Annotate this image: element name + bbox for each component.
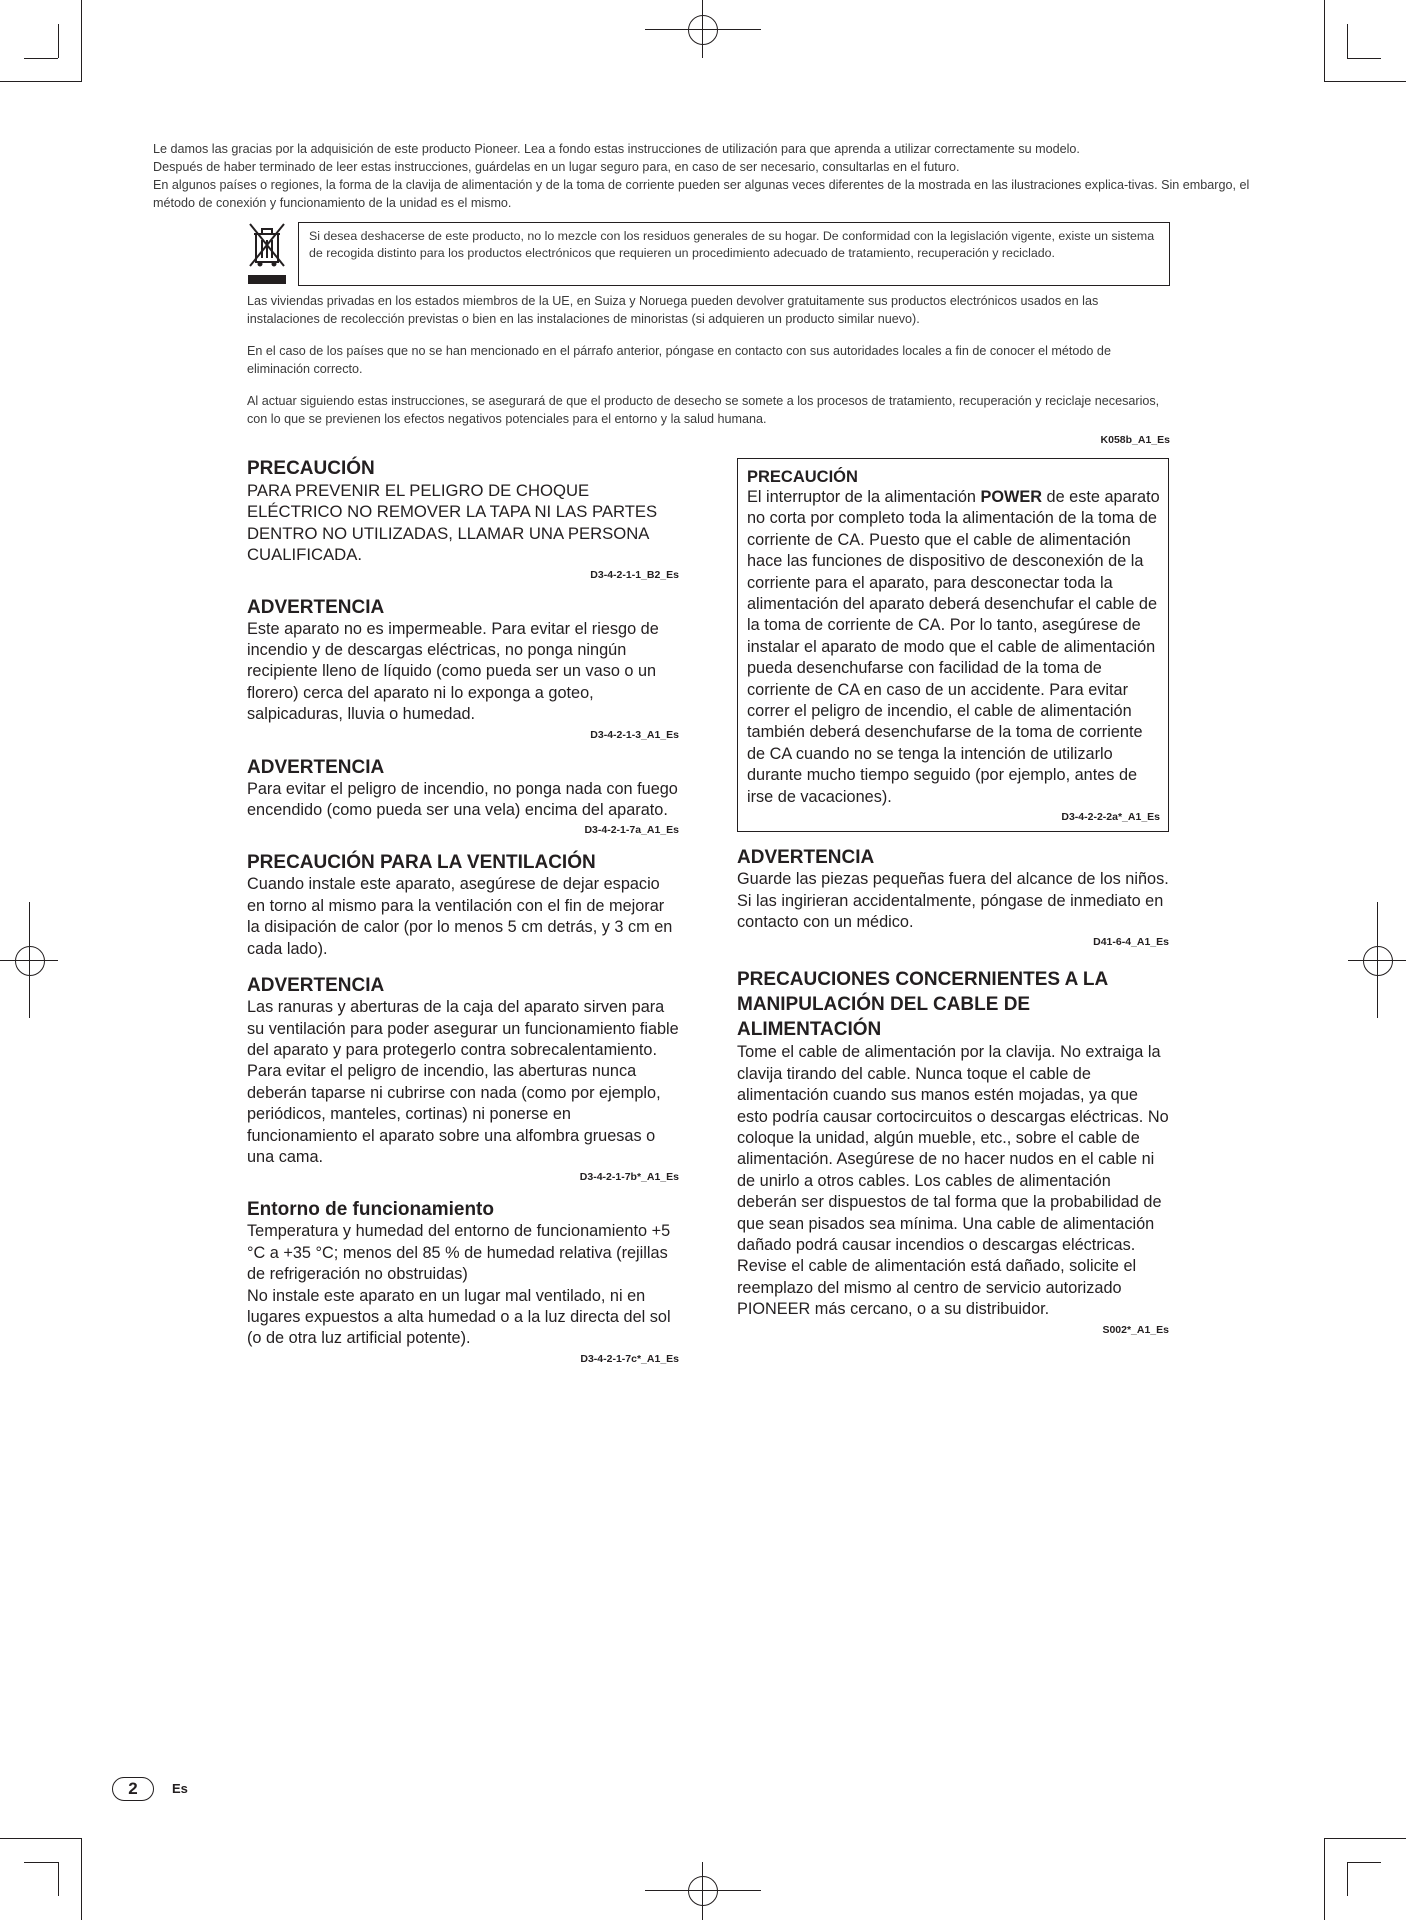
text-segment: El interruptor de la alimentación — [747, 488, 981, 506]
right-column — [737, 458, 1169, 1352]
section-title: ADVERTENCIA — [247, 596, 385, 618]
section-title: PRECAUCIONES CONCERNIENTES A LA MANIPULACIÓN DEL CABLE DE ALIMENTACIÓN — [737, 969, 1108, 1041]
left-column — [247, 458, 679, 1381]
section-text: Guarde las piezas pequeñas fuera del alcance de los niños. Si las ingirieran accidentalmente, póngase de inmediato en contacto con un médico. — [737, 870, 1169, 931]
section-text — [747, 487, 1160, 808]
intro-paragraph: Le damos las gracias por la adquisición de este producto Pioneer. Lea a fondo estas instrucciones de utilización para que aprenda a utilizar correctamente su modelo. — [153, 142, 1080, 156]
section-warning-openings — [247, 975, 679, 1184]
section-paragraph: Temperatura y humedad del entorno de funcionamiento +5 °C a +35 °C; menos del 85 % de humedad relativa (rejillas de refrigeración no obstruidas) — [247, 1222, 671, 1284]
disposal-paragraph: En el caso de los países que no se han mencionado en el párrafo anterior, póngase en contacto con sus autoridades locales a fin de conocer el método de eliminación correcto. — [247, 344, 1111, 376]
disposal-paragraph: Al actuar siguiendo estas instrucciones, se asegurará de que el producto de desecho se somete a los procesos de tratamiento, recuperación y reciclaje necesarios, con lo que se previenen los efectos negativos potenciales para el entorno y la salud humana. — [247, 394, 1160, 426]
section-power-cable — [737, 967, 1169, 1336]
disposal-notice-box: Si desea deshacerse de este producto, no lo mezcle con los residuos generales de su hogar. De conformidad con la legislación vigente, existe un sistema de recogida distinto para los productos electrónicos que requieren un procedimiento adecuado de tratamiento, recuperación y reciclado. — [298, 222, 1170, 286]
section-title: ADVERTENCIA — [737, 847, 875, 869]
page-number: 2 — [112, 1777, 154, 1801]
section-title: PRECAUCIÓN PARA LA VENTILACIÓN — [247, 852, 596, 874]
section-title: PRECAUCIÓN — [247, 458, 375, 479]
intro-paragraph: Después de haber terminado de leer estas instrucciones, guárdelas en un lugar seguro para, en caso de ser necesario, consultarlas en el futuro. — [153, 160, 960, 174]
section-operating-environment — [247, 1199, 679, 1365]
doc-code: D3-4-2-1-7c*_A1_Es — [580, 1352, 679, 1365]
section-paragraph: No instale este aparato en un lugar mal ventilado, ni en lugares expuestos a alta humedad o a la luz directa del sol (o de otra luz artificial potente). — [247, 1286, 671, 1348]
section-warning-fire — [247, 757, 679, 838]
doc-code: K058b_A1_Es — [1100, 434, 1170, 446]
language-code: Es — [172, 1781, 188, 1796]
section-text: PARA PREVENIR EL PELIGRO DE CHOQUE ELÉCTRICO NO REMOVER LA TAPA NI LAS PARTES DENTRO NO UTILIZADAS, LLAMAR UNA PERSONA CUALIFICADA. — [247, 481, 658, 565]
text-segment: de este aparato no corta por completo toda la alimentación de la toma de corriente de CA. Puesto que el cable de alimentación hace las funciones de dispositivo de desconexión de la corriente para el aparato, para desconectar toda la alimentación del aparato deberá desenchufar el cable de la toma de corriente de CA. Por lo tanto, asegúrese de instalar el aparato de modo que el cable de alimentación pueda desenchufarse con facilidad de la toma de corriente de CA en caso de un accidente. Para evitar correr el peligro de incendio, el cable de alimentación también deberá desenchufarse de la toma de corriente de CA cuando no se tenga la intención de utilizarlo durante mucho tiempo seguido (por ejemplo, antes de irse de vacaciones). — [747, 488, 1160, 806]
section-caution-shock — [247, 458, 679, 582]
section-title: PRECAUCIÓN — [747, 468, 858, 486]
section-caution-power-box — [737, 458, 1169, 832]
disposal-info — [247, 293, 1170, 443]
section-text: Para evitar el peligro de incendio, no ponga nada con fuego encendido (como pueda ser una vela) encima del aparato. — [247, 779, 678, 820]
doc-code: D3-4-2-1-3_A1_Es — [590, 728, 679, 741]
section-title: ADVERTENCIA — [247, 756, 385, 778]
section-title: ADVERTENCIA — [247, 975, 385, 997]
crossed-bin-icon — [246, 222, 288, 286]
doc-code: D3-4-2-1-7b*_A1_Es — [579, 1171, 679, 1184]
section-title: Entorno de funcionamiento — [247, 1199, 494, 1221]
doc-code: D3-4-2-1-7a_A1_Es — [584, 824, 679, 837]
section-warning-water — [247, 597, 679, 742]
disposal-paragraph: Las viviendas privadas en los estados miembros de la UE, en Suiza y Noruega pueden devolver gratuitamente sus productos electrónicos usados en las instalaciones de recolección previstas o bien en las instalaciones de minoristas (si adquieren un producto similar nuevo). — [247, 294, 1099, 326]
section-text: Tome el cable de alimentación por la clavija. No extraiga la clavija tirando del cable. Nunca toque el cable de alimentación cuando sus manos estén mojadas, ya que esto podría causar cortocircuitos o descargas eléctricas. No coloque la unidad, algún mueble, etc., sobre el cable de alimentación. Asegúrese de no hacer nudos en el cable ni de unirlo a otros cables. Los cables de alimentación deberán ser dispuestos de tal forma que la probabilidad de que sean pisados sea mínima. Una cable de alimentación dañado podrá causar incendios o descargas eléctricas. Revise el cable de alimentación está dañado, solicite el reemplazo del mismo al centro de servicio autorizado PIONEER más cercano, o a su distribuidor. — [737, 1043, 1169, 1319]
section-text — [247, 1221, 679, 1349]
doc-code: D3-4-2-2-2a*_A1_Es — [1061, 811, 1160, 824]
section-text: Las ranuras y aberturas de la caja del aparato sirven para su ventilación para poder asegurar un funcionamiento fiable del aparato y para protegerlo contra sobrecalentamiento. Para evitar el peligro de incendio, las aberturas nunca deberán taparse ni cubrirse con nada (como por ejemplo, periódicos, manteles, cortinas) ni ponerse en funcionamiento el aparato sobre una alfombra gruesas o una cama. — [247, 998, 679, 1166]
section-ventilation — [247, 852, 679, 960]
section-text: Este aparato no es impermeable. Para evitar el riesgo de incendio y de descargas eléctricas, no ponga ningún recipiente lleno de líquido (como pueda ser un vaso o un florero) cerca del aparato ni lo exponga a goteo, salpicaduras, lluvia o humedad. — [247, 619, 659, 724]
doc-code: D41-6-4_A1_Es — [1093, 936, 1169, 949]
section-text: Cuando instale este aparato, asegúrese de dejar espacio en torno al mismo para la ventilación con el fin de mejorar la disipación de calor (por lo menos 5 cm detrás, y 3 cm en cada lado). — [247, 875, 673, 958]
doc-code: S002*_A1_Es — [1102, 1323, 1169, 1336]
intro-text — [153, 140, 1273, 212]
section-warning-small-parts — [737, 847, 1169, 949]
power-label: POWER — [980, 488, 1043, 506]
doc-code: D3-4-2-1-1_B2_Es — [590, 568, 679, 581]
intro-paragraph: En algunos países o regiones, la forma de la clavija de alimentación y de la toma de corriente pueden ser algunas veces diferentes de la mostrada en las ilustraciones explica-tivas. Sin embargo, el método de conexión y funcionamiento de la unidad es el mismo. — [153, 178, 1250, 210]
